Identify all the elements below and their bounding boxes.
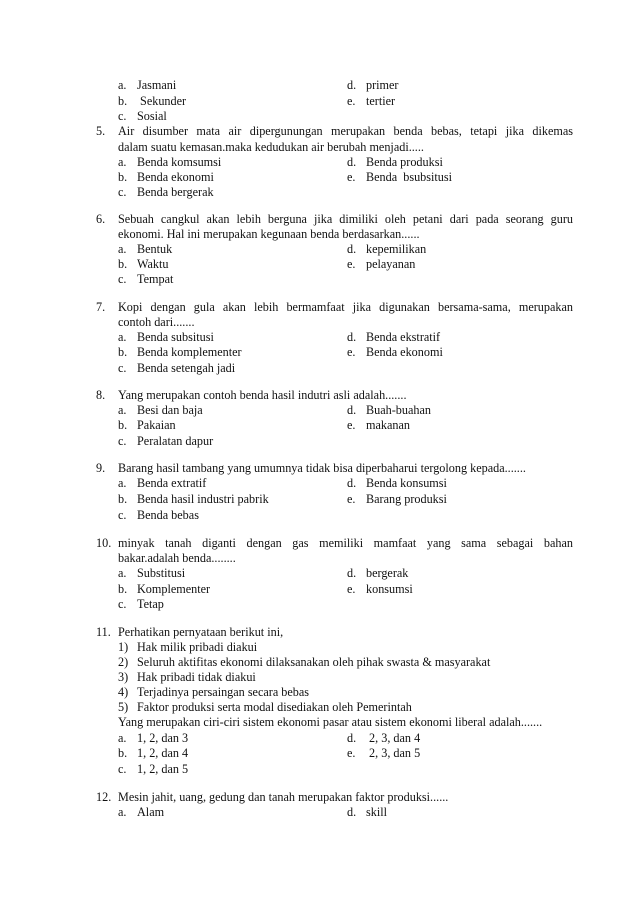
q10-option-e: e. konsumsi [347, 582, 413, 596]
q5-number: 5. [96, 124, 106, 138]
q10-option-d: d. bergerak [347, 566, 409, 580]
q8-question-line1: Yang merupakan contoh benda hasil indutri asli adalah....... [118, 388, 407, 402]
q6-option-e: e. pelayanan [347, 257, 416, 271]
q4-option-d: d. primer [347, 78, 399, 92]
q10-option-c: c. Tetap [118, 597, 164, 611]
q11-option-c: c. 1, 2, dan 5 [118, 762, 189, 776]
q11-option-b: b. 1, 2, dan 4 [118, 746, 189, 760]
q7-option-b: b. Benda komplementer [118, 345, 242, 359]
q7-option-c: c. Benda setengah jadi [118, 361, 236, 375]
q4-option-b: b. Sekunder [118, 94, 187, 108]
q6-option-c: c. Tempat [118, 272, 174, 286]
q6-option-d: d. kepemilikan [347, 242, 427, 256]
q9-option-d: d. Benda konsumsi [347, 476, 447, 490]
q5-question-line1: Air disumber mata air dipergunungan merupakan benda bebas, tetapi jika dikemas [118, 124, 573, 138]
q11-number: 11. [96, 625, 111, 639]
q12-option-d: d. skill [347, 805, 387, 819]
q12-option-a: a. Alam [118, 805, 165, 819]
q12-number: 12. [96, 790, 112, 804]
q6-option-b: b. Waktu [118, 257, 169, 271]
q12-question-line1: Mesin jahit, uang, gedung dan tanah merupakan faktor produksi...... [118, 790, 449, 804]
q5-question-line2: dalam suatu kemasan.maka kedudukan air berubah menjadi..... [118, 140, 424, 154]
q4-option-a: a. Jasmani [118, 78, 177, 92]
q7-option-e: e. Benda ekonomi [347, 345, 443, 359]
q11-statement-2: 2) Seluruh aktifitas ekonomi dilaksanakan oleh pihak swasta & masyarakat [118, 655, 491, 669]
q5-option-d: d. Benda produksi [347, 155, 443, 169]
q7-question-line1: Kopi dengan gula akan lebih bermamfaat jika digunakan bersama-sama, merupakan [118, 300, 573, 314]
q8-option-d: d. Buah-buahan [347, 403, 431, 417]
q4-option-e: e. tertier [347, 94, 396, 108]
q5-option-a: a. Benda komsumsi [118, 155, 222, 169]
q10-number: 10. [96, 536, 112, 550]
q7-question-line2: contoh dari....... [118, 315, 195, 329]
q8-option-b: b. Pakaian [118, 418, 176, 432]
q10-question-line1: minyak tanah diganti dengan gas memiliki mamfaat yang sama sebagai bahan [118, 536, 573, 550]
q11-statement-1: 1) Hak milik pribadi diakui [118, 640, 258, 654]
q8-option-a: a. Besi dan baja [118, 403, 203, 417]
q6-question-line1: Sebuah cangkul akan lebih berguna jika dimiliki oleh petani dari pada seorang guru [118, 212, 573, 226]
q8-option-e: e. makanan [347, 418, 410, 432]
q6-option-a: a. Bentuk [118, 242, 173, 256]
q9-option-e: e. Barang produksi [347, 492, 447, 506]
q9-option-c: c. Benda bebas [118, 508, 199, 522]
q10-question-line2: bakar.adalah benda........ [118, 551, 236, 565]
q10-option-a: a. Substitusi [118, 566, 186, 580]
q11-option-a: a. 1, 2, dan 3 [118, 731, 189, 745]
q4-option-c: c. Sosial [118, 109, 167, 123]
q7-option-a: a. Benda subsitusi [118, 330, 214, 344]
q5-option-c: c. Benda bergerak [118, 185, 214, 199]
q11-question-last-line: Yang merupakan ciri-ciri sistem ekonomi pasar atau sistem ekonomi liberal adalah....... [118, 715, 543, 729]
q11-statement-3: 3) Hak pribadi tidak diakui [118, 670, 256, 684]
q10-option-b: b. Komplementer [118, 582, 211, 596]
q8-option-c: c. Peralatan dapur [118, 434, 214, 448]
q7-number: 7. [96, 300, 106, 314]
q9-number: 9. [96, 461, 106, 475]
q9-option-a: a. Benda extratif [118, 476, 207, 490]
q9-question-line1: Barang hasil tambang yang umumnya tidak bisa diperbaharui tergolong kepada....... [118, 461, 526, 475]
q5-option-e: e. Benda bsubsitusi [347, 170, 452, 184]
q8-number: 8. [96, 388, 106, 402]
q9-option-b: b. Benda hasil industri pabrik [118, 492, 269, 506]
q11-question-line1: Perhatikan pernyataan berikut ini, [118, 625, 284, 639]
q5-option-b: b. Benda ekonomi [118, 170, 214, 184]
q11-option-d: d. 2, 3, dan 4 [347, 731, 421, 745]
q6-question-line2: ekonomi. Hal ini merupakan kegunaan benda berdasarkan...... [118, 227, 420, 241]
q11-statement-4: 4) Terjadinya persaingan secara bebas [118, 685, 310, 699]
q11-option-e: e. 2, 3, dan 5 [347, 746, 421, 760]
q7-option-d: d. Benda ekstratif [347, 330, 441, 344]
q11-statement-5: 5) Faktor produksi serta modal disediakan oleh Pemerintah [118, 700, 412, 714]
q6-number: 6. [96, 212, 106, 226]
